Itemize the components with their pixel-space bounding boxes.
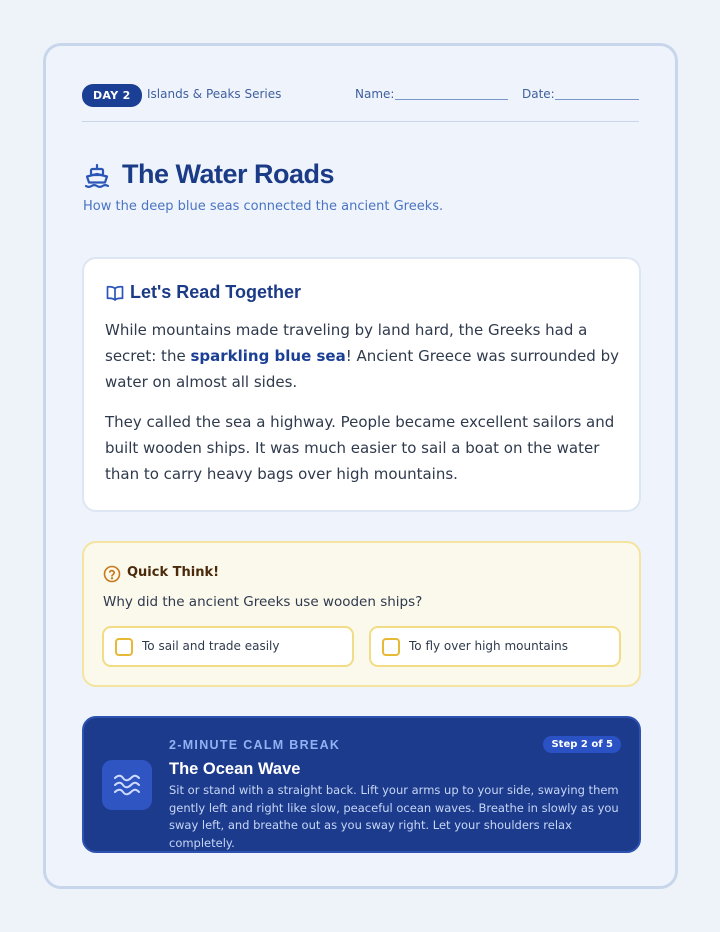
answer-option-label: To sail and trade easily (142, 639, 280, 653)
reading-paragraph-2: They called the sea a highway. People became excellent sailors and built wooden ships. It was much easier to sail a boat on the water than to carry heavy bags over high mountains. (105, 413, 615, 483)
page-subtitle: How the deep blue seas connected the ancient Greeks. (83, 199, 444, 214)
quick-think-card (82, 541, 641, 687)
calm-break-card (82, 716, 641, 853)
para1-text-end: ! Ancient Greece was surrounded by water on almost all sides. (105, 347, 619, 391)
answer-option-2[interactable] (369, 626, 621, 667)
quick-think-title: Quick Think! (127, 565, 220, 580)
reading-card (82, 257, 641, 512)
date-field[interactable] (555, 99, 639, 100)
highlighted-term: sparkling blue sea (190, 347, 346, 365)
date-label: Date: (522, 87, 555, 101)
waves-icon-tile (102, 760, 152, 810)
quick-think-question: Why did the ancient Greeks use wooden ships? (103, 594, 423, 610)
calm-break-instructions: Sit or stand with a straight back. Lift your arms up to your side, swaying them gently left and right like slow, peaceful ocean waves. Breathe in slowly as you sway left, and breathe out as you sway right. Let your shoulders relax completely. (169, 783, 619, 850)
checkbox[interactable] (115, 638, 133, 656)
name-field[interactable] (395, 99, 508, 100)
step-badge: Step 2 of 5 (543, 736, 621, 753)
page-title: The Water Roads (122, 159, 335, 189)
para1-text-start: While mountains made traveling by land hard, the Greeks had a secret: the (105, 321, 588, 365)
calm-break-kicker: 2-MINUTE CALM BREAK (169, 738, 341, 752)
series-label: Islands & Peaks Series (147, 87, 282, 101)
checkbox[interactable] (382, 638, 400, 656)
reading-paragraph-1 (105, 317, 625, 395)
worksheet (43, 43, 678, 889)
day-badge: DAY 2 (82, 84, 142, 107)
calm-break-title: The Ocean Wave (169, 760, 301, 778)
worksheet-header (82, 82, 639, 122)
ship-icon (83, 162, 111, 190)
answer-option-label: To fly over high mountains (409, 639, 568, 653)
name-label: Name: (355, 87, 395, 101)
open-book-icon (106, 285, 124, 301)
waves-icon (113, 773, 141, 797)
question-circle-icon (103, 565, 121, 583)
answer-option-1[interactable] (102, 626, 354, 667)
reading-title: Let's Read Together (130, 282, 301, 302)
